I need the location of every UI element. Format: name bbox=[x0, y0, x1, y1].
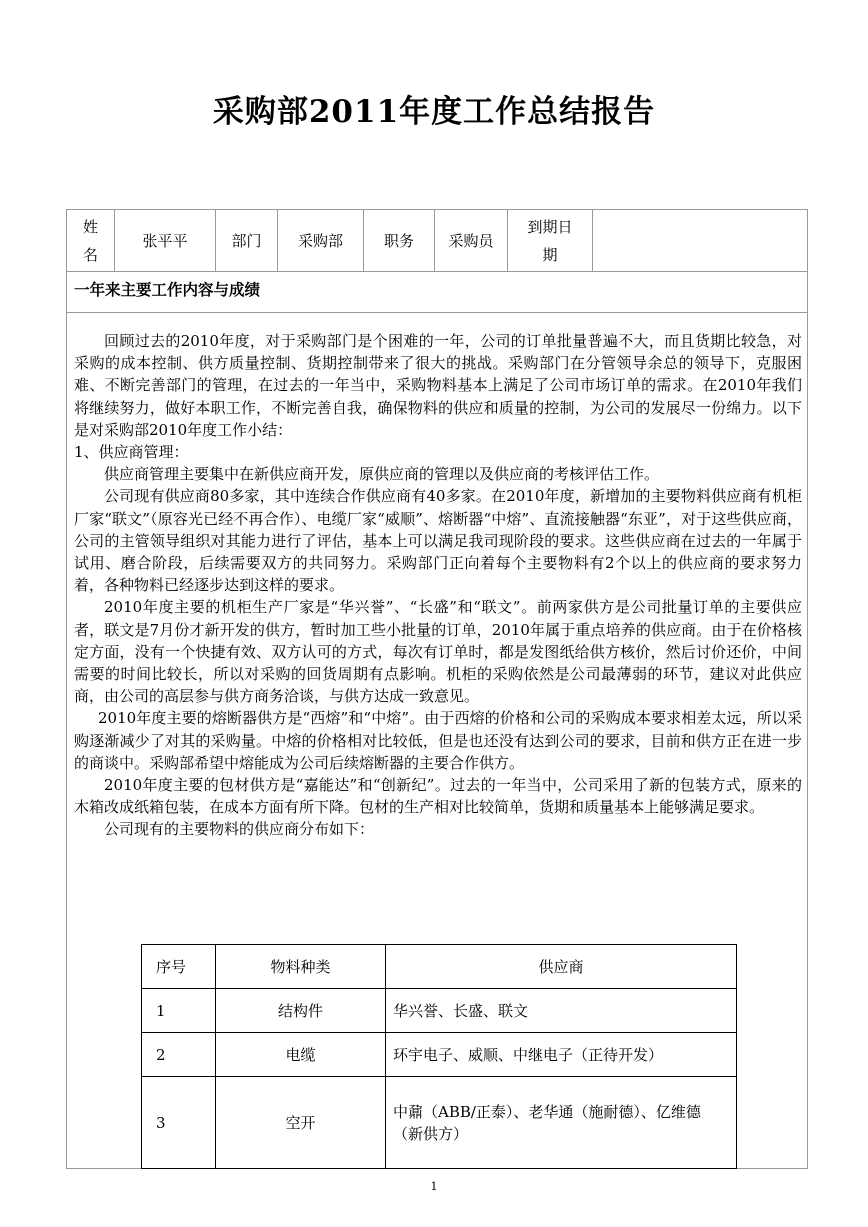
paragraph: 1、供应商管理： bbox=[74, 443, 189, 462]
table-cell: 中鼐（ABB/正泰）、老华通（施耐德）、亿维德（新供方） bbox=[386, 1077, 737, 1169]
dept-value: 采购部 bbox=[278, 210, 364, 271]
report-form bbox=[66, 209, 808, 1169]
table-row bbox=[142, 989, 737, 1033]
table-row bbox=[142, 1033, 737, 1077]
table-cell: 1 bbox=[142, 989, 216, 1033]
section-heading: 一年来主要工作内容与成绩 bbox=[74, 280, 261, 299]
divider bbox=[67, 312, 807, 313]
table-header: 序号 bbox=[142, 945, 216, 989]
table-header: 物料种类 bbox=[216, 945, 386, 989]
table-cell: 华兴誉、长盛、联文 bbox=[386, 989, 737, 1033]
table-cell: 空开 bbox=[216, 1077, 386, 1169]
paragraph: 2010年度主要的机柜生产厂家是“华兴誉”、“长盛”和“联文”。前两家供方是公司批量订单的主要供应者，联文是7月份才新开发的供方，暂时加工些小批量的订单，2010年属于重点培养的供应商。由于在价格核定方面，没有一个快捷有效、双方认可的方式，每次有订单时，都是发图纸给供方核价，然后讨价还价，中间需要的时间比较长，所以对采购的回货周期有点影响。机柜的采购依然是公司最薄弱的环节，建议对此供应商，由公司的高层参与供方商务洽谈，与供方达成一致意见。 bbox=[74, 598, 802, 706]
table-cell: 2 bbox=[142, 1033, 216, 1077]
position-value: 采购员 bbox=[435, 210, 508, 271]
info-row bbox=[67, 210, 807, 271]
paragraph: 公司现有供应商80多家，其中连续合作供应商有40多家。在2010年度，新增加的主要物料供应商有机柜厂家“联文”（原容光已经不再合作）、电缆厂家“威顺”、熔断器“中熔”、直流接触器“东亚”，对于这些供应商，公司的主管领导组织对其能力进行了评估，基本上可以满足我司现阶段的要求。这些供应商在过去的一年属于试用、磨合阶段，后续需要双方的共同努力。采购部门正向着每个主要物料有2个以上的供应商的要求努力着，各种物料已经逐步达到这样的要求。 bbox=[74, 487, 802, 595]
table-row bbox=[142, 1077, 737, 1169]
due-date-label: 到期日 期 bbox=[508, 210, 593, 271]
position-label: 职务 bbox=[364, 210, 435, 271]
page-number: 1 bbox=[430, 1180, 438, 1193]
supplier-table bbox=[141, 944, 737, 1169]
paragraph: 2010年度主要的包材供方是“嘉能达”和“创新纪”。过去的一年当中，公司采用了新的包装方式，原来的木箱改成纸箱包装，在成本方面有所下降。包材的生产相对比较简单，货期和质量基本上能够满足要求。 bbox=[74, 776, 802, 817]
name-label: 姓 名 bbox=[67, 210, 115, 271]
document-title: 采购部2011年度工作总结报告 bbox=[212, 94, 656, 130]
table-cell: 3 bbox=[142, 1077, 216, 1169]
name-value: 张平平 bbox=[115, 210, 216, 271]
report-body bbox=[74, 330, 802, 841]
paragraph: 回顾过去的2010年度，对于采购部门是个困难的一年，公司的订单批量普遍不大，而且货期比较急，对采购的成本控制、供方质量控制、货期控制带来了很大的挑战。采购部门在分管领导余总的领导下，克服困难、不断完善部门的管理，在过去的一年当中，采购物料基本上满足了公司市场订单的需求。在2010年我们将继续努力，做好本职工作，不断完善自我，确保物料的供应和质量的控制，为公司的发展尽一份绵力。以下是对采购部2010年度工作小结： bbox=[74, 332, 802, 439]
dept-label: 部门 bbox=[216, 210, 278, 271]
table-cell: 电缆 bbox=[216, 1033, 386, 1077]
table-cell: 结构件 bbox=[216, 989, 386, 1033]
due-date-value bbox=[593, 210, 807, 271]
table-header-row bbox=[142, 945, 737, 989]
paragraph: 2010年度主要的熔断器供方是“西熔”和“中熔”。由于西熔的价格和公司的采购成本要求相差太远，所以采购逐渐减少了对其的采购量。中熔的价格相对比较低，但是也还没有达到公司的要求，目前和供方正在进一步的商谈中。采购部希望中熔能成为公司后续熔断器的主要合作供方。 bbox=[74, 709, 802, 772]
paragraph: 供应商管理主要集中在新供应商开发，原供应商的管理以及供应商的考核评估工作。 bbox=[104, 465, 660, 484]
table-cell: 环宇电子、威顺、中继电子（正待开发） bbox=[386, 1033, 737, 1077]
table-header: 供应商 bbox=[386, 945, 737, 989]
paragraph: 公司现有的主要物料的供应商分布如下： bbox=[104, 820, 375, 839]
divider bbox=[67, 271, 807, 272]
